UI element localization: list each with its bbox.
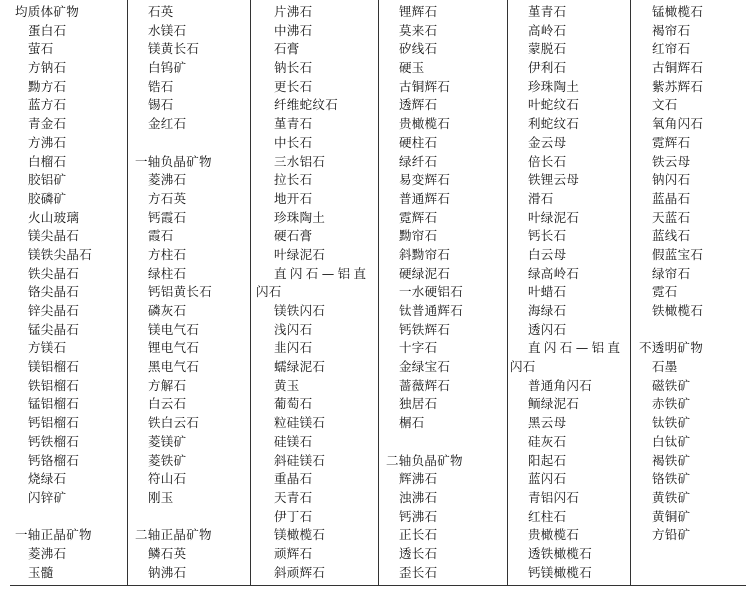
mineral-name: 铁白云石 — [148, 415, 200, 431]
mineral-name: 锌尖晶石 — [28, 303, 80, 318]
mineral-name: 霓辉石 — [399, 209, 438, 225]
mineral-name: 霓石 — [652, 284, 678, 300]
mineral-name: 地开石 — [274, 190, 313, 206]
mineral-name: 利蛇纹石 — [528, 116, 580, 132]
mineral-name: 歪长石 — [399, 564, 438, 580]
mineral-name: 更长石 — [274, 78, 313, 94]
mineral-name: 假蓝宝石 — [652, 246, 704, 262]
mineral-name: 石英 — [148, 4, 174, 19]
mineral-name: 蓝线石 — [652, 228, 691, 244]
mineral-name: 黝方石 — [28, 78, 67, 94]
mineral-name: 烧绿石 — [28, 471, 67, 487]
mineral-name: 榍石 — [399, 415, 425, 431]
mineral-name: 镁铁闪石 — [274, 303, 326, 318]
mineral-name: 阳起石 — [528, 452, 567, 468]
column-1 — [10, 3, 92, 582]
mineral-name: 褐帘石 — [652, 22, 691, 38]
mineral-name: 青铝闪石 — [528, 489, 580, 505]
mineral-name: 氧角闪石 — [652, 116, 704, 132]
mineral-name: 珍珠陶土 — [528, 78, 580, 94]
mineral-name: 中长石 — [274, 134, 313, 150]
section-heading: 二轴负晶矿物 — [386, 452, 463, 468]
mineral-name: 菱铁矿 — [148, 452, 187, 468]
mineral-name: 金云母 — [528, 134, 567, 150]
mineral-name: 浊沸石 — [399, 489, 438, 505]
mineral-name: 方铅矿 — [652, 527, 691, 543]
mineral-name: 拉长石 — [274, 172, 313, 188]
mineral-name: 白云母 — [528, 246, 567, 262]
column-3 — [256, 3, 369, 582]
mineral-name: 易变辉石 — [399, 172, 451, 188]
mineral-name: 斜黝帘石 — [399, 246, 451, 262]
column-6 — [634, 3, 703, 545]
mineral-name: 硬柱石 — [399, 134, 438, 150]
mineral-name: 普通角闪石 — [528, 377, 593, 393]
mineral-name: 斜硅镁石 — [274, 452, 326, 468]
mineral-name: 镁橄榄石 — [274, 527, 326, 543]
mineral-name: 绿纤石 — [399, 153, 438, 169]
mineral-name: 中沸石 — [274, 22, 313, 38]
mineral-index-table — [10, 0, 746, 590]
mineral-name: 透闪石 — [528, 321, 567, 337]
mineral-name: 磷灰石 — [148, 303, 187, 318]
mineral-name: 红帘石 — [652, 41, 691, 57]
mineral-name: 镁铁尖晶石 — [28, 246, 93, 262]
mineral-name: 片沸石 — [274, 4, 313, 19]
mineral-name: 独居石 — [399, 396, 438, 412]
mineral-name: 一水硬铝石 — [399, 284, 464, 300]
mineral-name: 矽线石 — [399, 41, 438, 57]
spacer — [130, 134, 212, 153]
mineral-name: 正长石 — [399, 527, 438, 543]
mineral-name: 铬铁矿 — [652, 471, 691, 487]
mineral-name: 古铜辉石 — [652, 60, 704, 76]
mineral-name: 霞石 — [148, 228, 174, 244]
mineral-name: 钙霞石 — [148, 209, 187, 225]
mineral-name: 透长石 — [399, 545, 438, 561]
mineral-name: 锰铝榴石 — [28, 396, 80, 412]
mineral-name: 天蓝石 — [652, 209, 691, 225]
mineral-name: 锂电气石 — [148, 340, 200, 356]
mineral-name: 十字石 — [399, 340, 438, 356]
mineral-name: 火山玻璃 — [28, 209, 80, 225]
mineral-name: 硬石膏 — [274, 228, 313, 244]
section-heading: 均质体矿物 — [15, 4, 80, 19]
mineral-name: 石墨 — [652, 359, 678, 375]
mineral-name: 方石英 — [148, 190, 187, 206]
mineral-name: 钙铬榴石 — [28, 452, 80, 468]
mineral-name: 伊利石 — [528, 60, 567, 76]
mineral-name: 三水铝石 — [274, 153, 326, 169]
mineral-name: 绿高岭石 — [528, 265, 580, 281]
mineral-name: 水镁石 — [148, 22, 187, 38]
mineral-name: 金绿宝石 — [399, 359, 451, 375]
mineral-name: 伊丁石 — [274, 508, 313, 524]
section-heading: 一轴负晶矿物 — [135, 153, 212, 169]
mineral-name: 珍珠陶土 — [274, 209, 326, 225]
mineral-name: 钙沸石 — [399, 508, 438, 524]
mineral-name: 蛋白石 — [28, 22, 67, 38]
mineral-name: 赤铁矿 — [652, 396, 691, 412]
mineral-name: 锆石 — [148, 78, 174, 94]
column-divider-5 — [630, 0, 631, 585]
mineral-name: 叶绿泥石 — [528, 209, 580, 225]
mineral-name: 闪石 — [256, 284, 282, 300]
mineral-name: 钙铝榴石 — [28, 415, 80, 431]
mineral-name: 白云石 — [148, 396, 187, 412]
mineral-name: 普通辉石 — [399, 190, 451, 206]
mineral-name: 菱沸石 — [28, 545, 67, 561]
mineral-name: 青金石 — [28, 116, 67, 132]
mineral-name: 直闪石—铝直 — [274, 265, 370, 281]
mineral-name: 滑石 — [528, 190, 554, 206]
column-4 — [381, 3, 463, 582]
mineral-name: 绿帘石 — [652, 265, 691, 281]
mineral-name: 褐铁矿 — [652, 452, 691, 468]
mineral-name: 方解石 — [148, 377, 187, 393]
mineral-name: 硅镁石 — [274, 433, 313, 449]
mineral-name: 古铜辉石 — [399, 78, 451, 94]
mineral-name: 钛铁矿 — [652, 415, 691, 431]
mineral-name: 铬尖晶石 — [28, 284, 80, 300]
mineral-name: 萤石 — [28, 41, 54, 57]
mineral-name: 镁尖晶石 — [28, 228, 80, 244]
mineral-name: 胶磷矿 — [28, 190, 67, 206]
mineral-name: 磁铁矿 — [652, 377, 691, 393]
mineral-name: 闪石 — [510, 359, 536, 375]
mineral-name: 堇青石 — [274, 116, 313, 132]
mineral-name: 白钨矿 — [148, 60, 187, 76]
mineral-name: 锰橄榄石 — [652, 4, 704, 19]
mineral-name: 葡萄石 — [274, 396, 313, 412]
mineral-name: 直闪石—铝直 — [528, 340, 624, 356]
mineral-name: 钙铁辉石 — [399, 321, 451, 337]
mineral-name: 文石 — [652, 97, 678, 113]
mineral-name: 海绿石 — [528, 303, 567, 318]
mineral-name: 高岭石 — [528, 22, 567, 38]
mineral-name: 闪锌矿 — [28, 489, 67, 505]
mineral-name: 锡石 — [148, 97, 174, 113]
mineral-name: 顽辉石 — [274, 545, 313, 561]
mineral-name: 符山石 — [148, 471, 187, 487]
mineral-name: 鲕绿泥石 — [528, 396, 580, 412]
mineral-name: 黄铜矿 — [652, 508, 691, 524]
mineral-name: 硅灰石 — [528, 433, 567, 449]
mineral-name: 霓辉石 — [652, 134, 691, 150]
mineral-name: 斜顽辉石 — [274, 564, 326, 580]
mineral-name: 钙长石 — [528, 228, 567, 244]
mineral-name: 镁铝榴石 — [28, 359, 80, 375]
mineral-name: 方钠石 — [28, 60, 67, 76]
mineral-name: 叶蛇纹石 — [528, 97, 580, 113]
mineral-name: 菱沸石 — [148, 172, 187, 188]
mineral-name: 透辉石 — [399, 97, 438, 113]
mineral-name: 纤维蛇纹石 — [274, 97, 339, 113]
bottom-rule — [10, 585, 746, 586]
mineral-name: 浅闪石 — [274, 321, 313, 337]
mineral-name: 蔷薇辉石 — [399, 377, 451, 393]
mineral-name: 钙镁橄榄石 — [528, 564, 593, 580]
mineral-name: 蒙脱石 — [528, 41, 567, 57]
column-divider-3 — [378, 0, 379, 585]
mineral-name: 黑电气石 — [148, 359, 200, 375]
column-divider-2 — [250, 0, 251, 585]
mineral-name: 铁锂云母 — [528, 172, 580, 188]
mineral-name: 钠长石 — [274, 60, 313, 76]
mineral-name: 倍长石 — [528, 153, 567, 169]
mineral-name: 刚玉 — [148, 489, 174, 505]
mineral-name: 玉髓 — [28, 564, 54, 580]
mineral-name: 蓝方石 — [28, 97, 67, 113]
section-heading: 二轴正晶矿物 — [135, 527, 212, 543]
mineral-name: 铁铝榴石 — [28, 377, 80, 393]
column-divider-4 — [507, 0, 508, 585]
mineral-name: 黑云母 — [528, 415, 567, 431]
mineral-name: 金红石 — [148, 116, 187, 132]
spacer — [10, 508, 92, 527]
mineral-name: 蓝闪石 — [528, 471, 567, 487]
column-5 — [510, 3, 623, 582]
mineral-name: 镁黄长石 — [148, 41, 200, 57]
mineral-name: 钙铁榴石 — [28, 433, 80, 449]
mineral-name: 堇青石 — [528, 4, 567, 19]
mineral-name: 黝帘石 — [399, 228, 438, 244]
mineral-name: 粒硅镁石 — [274, 415, 326, 431]
mineral-name: 重晶石 — [274, 471, 313, 487]
mineral-name: 钠沸石 — [148, 564, 187, 580]
mineral-name: 蓝晶石 — [652, 190, 691, 206]
mineral-name: 贵橄榄石 — [528, 527, 580, 543]
spacer — [634, 321, 703, 340]
mineral-name: 铁尖晶石 — [28, 265, 80, 281]
mineral-name: 绿柱石 — [148, 265, 187, 281]
mineral-name: 鳞石英 — [148, 545, 187, 561]
mineral-name: 方柱石 — [148, 246, 187, 262]
mineral-name: 韭闪石 — [274, 340, 313, 356]
mineral-name: 莫来石 — [399, 22, 438, 38]
mineral-name: 叶蜡石 — [528, 284, 567, 300]
mineral-name: 钛普通辉石 — [399, 303, 464, 318]
mineral-name: 方镁石 — [28, 340, 67, 356]
mineral-name: 紫苏辉石 — [652, 78, 704, 94]
mineral-name: 黄铁矿 — [652, 489, 691, 505]
mineral-name: 叶绿泥石 — [274, 246, 326, 262]
mineral-name: 红柱石 — [528, 508, 567, 524]
mineral-name: 菱镁矿 — [148, 433, 187, 449]
mineral-name: 蠕绿泥石 — [274, 359, 326, 375]
mineral-name: 硬绿泥石 — [399, 265, 451, 281]
mineral-name: 辉沸石 — [399, 471, 438, 487]
mineral-name: 铁云母 — [652, 153, 691, 169]
spacer — [381, 433, 463, 452]
mineral-name: 透铁橄榄石 — [528, 545, 593, 561]
mineral-name: 镁电气石 — [148, 321, 200, 337]
mineral-name: 天青石 — [274, 489, 313, 505]
spacer — [130, 508, 212, 527]
mineral-name: 白榴石 — [28, 153, 67, 169]
mineral-name: 钠闪石 — [652, 172, 691, 188]
mineral-name: 硬玉 — [399, 60, 425, 76]
mineral-name: 钙铝黄长石 — [148, 284, 213, 300]
section-heading: 一轴正晶矿物 — [15, 527, 92, 543]
section-heading: 不透明矿物 — [639, 340, 704, 356]
mineral-name: 方沸石 — [28, 134, 67, 150]
mineral-name: 贵橄榄石 — [399, 116, 451, 132]
column-2 — [130, 3, 212, 582]
mineral-name: 黄玉 — [274, 377, 300, 393]
mineral-name: 白钛矿 — [652, 433, 691, 449]
column-divider-1 — [127, 0, 128, 585]
mineral-name: 胶铝矿 — [28, 172, 67, 188]
mineral-name: 铁橄榄石 — [652, 303, 704, 318]
mineral-name: 锂辉石 — [399, 4, 438, 19]
mineral-name: 石膏 — [274, 41, 300, 57]
mineral-name: 锰尖晶石 — [28, 321, 80, 337]
